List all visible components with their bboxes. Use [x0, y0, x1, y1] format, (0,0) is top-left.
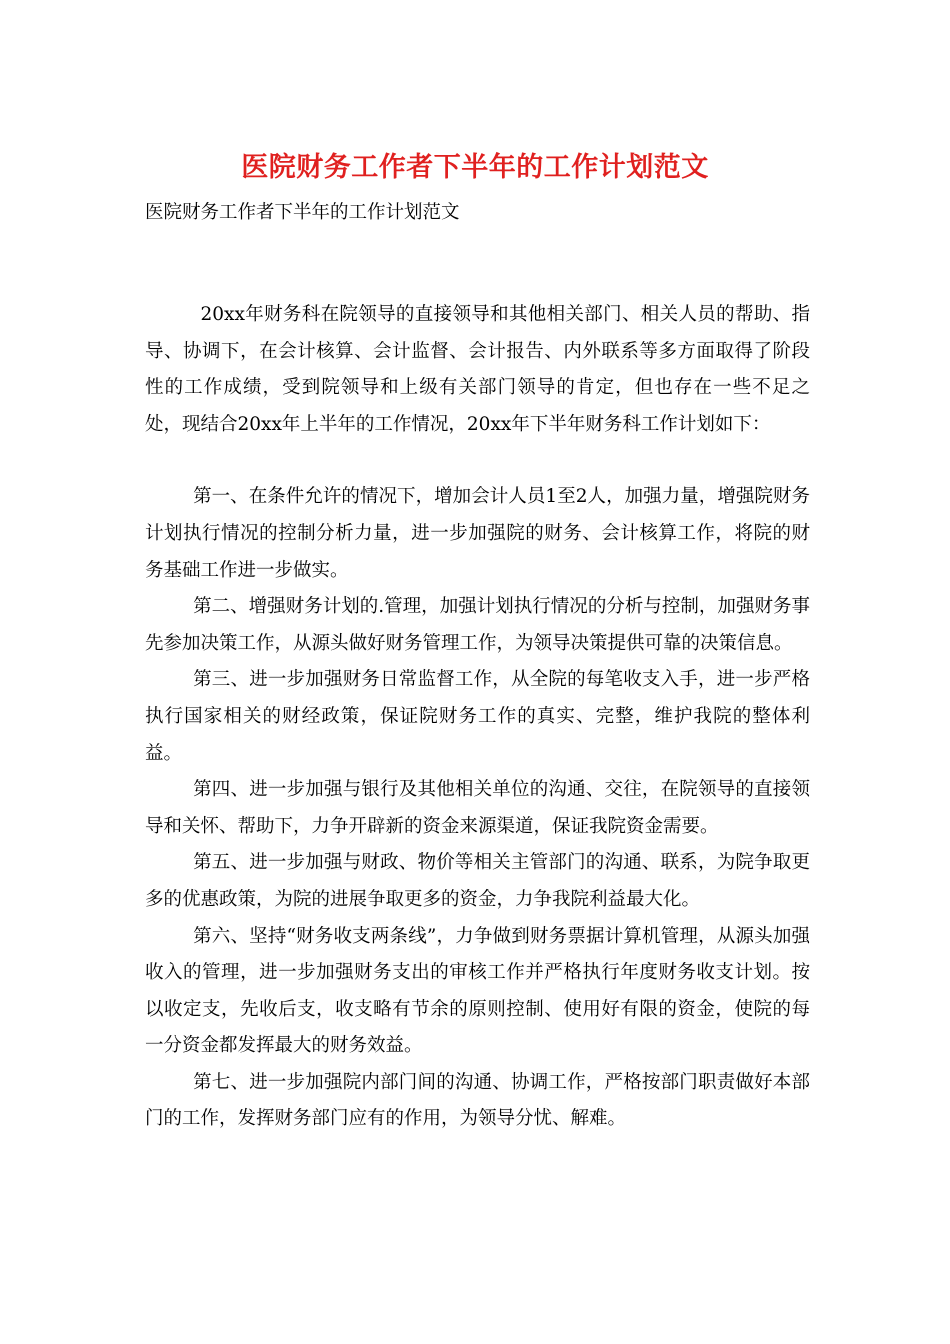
paragraph-1: 第一、在条件允许的情况下，增加会计人员1至2人，加强力量，增强院财务计划执行情况的控制分析力量，进一步加强院的财务、会计核算工作，将院的财务基础工作进一步做实。: [145, 486, 810, 581]
paragraph-4: 第四、进一步加强与银行及其他相关单位的沟通、交往，在院领导的直接领导和关怀、帮助下，力争开辟新的资金来源渠道，保证我院资金需要。: [145, 779, 810, 837]
intro-paragraph: 20xx年财务科在院领导的直接领导和其他相关部门、相关人员的帮助、指导、协调下，在会计核算、会计监督、会计报告、内外联系等多方面取得了阶段性的工作成绩，受到院领导和上级有关部门领导的肯定，但也存在一些不足之处，现结合20xx年上半年的工作情况，20xx年下半年财务科工作计划如下：: [145, 304, 810, 435]
document-body: [145, 297, 810, 1138]
paragraph-6: 第六、坚持“财务收支两条线”，力争做到财务票据计算机管理，从源头加强收入的管理，进一步加强财务支出的审核工作并严格执行年度财务收支计划。按以收定支，先收后支，收支略有节余的原则控制、使用好有限的资金，使院的每一分资金都发挥最大的财务效益。: [145, 925, 810, 1057]
paragraph-3: 第三、进一步加强财务日常监督工作，从全院的每笔收支入手，进一步严格执行国家相关的财经政策，保证院财务工作的真实、完整，维护我院的整体利益。: [145, 669, 810, 764]
paragraph-5: 第五、进一步加强与财政、物价等相关主管部门的沟通、联系，为院争取更多的优惠政策，为院的进展争取更多的资金，力争我院利益最大化。: [145, 852, 810, 910]
document-subtitle: 医院财务工作者下半年的工作计划范文: [145, 202, 460, 223]
paragraph-7: 第七、进一步加强院内部门间的沟通、协调工作，严格按部门职责做好本部门的工作，发挥财务部门应有的作用，为领导分忧、解难。: [145, 1071, 810, 1130]
paragraph-2: 第二、增强财务计划的.管理，加强计划执行情况的分析与控制，加强财务事先参加决策工作，从源头做好财务管理工作，为领导决策提供可靠的决策信息。: [145, 596, 810, 654]
document-title: 医院财务工作者下半年的工作计划范文: [241, 152, 709, 183]
